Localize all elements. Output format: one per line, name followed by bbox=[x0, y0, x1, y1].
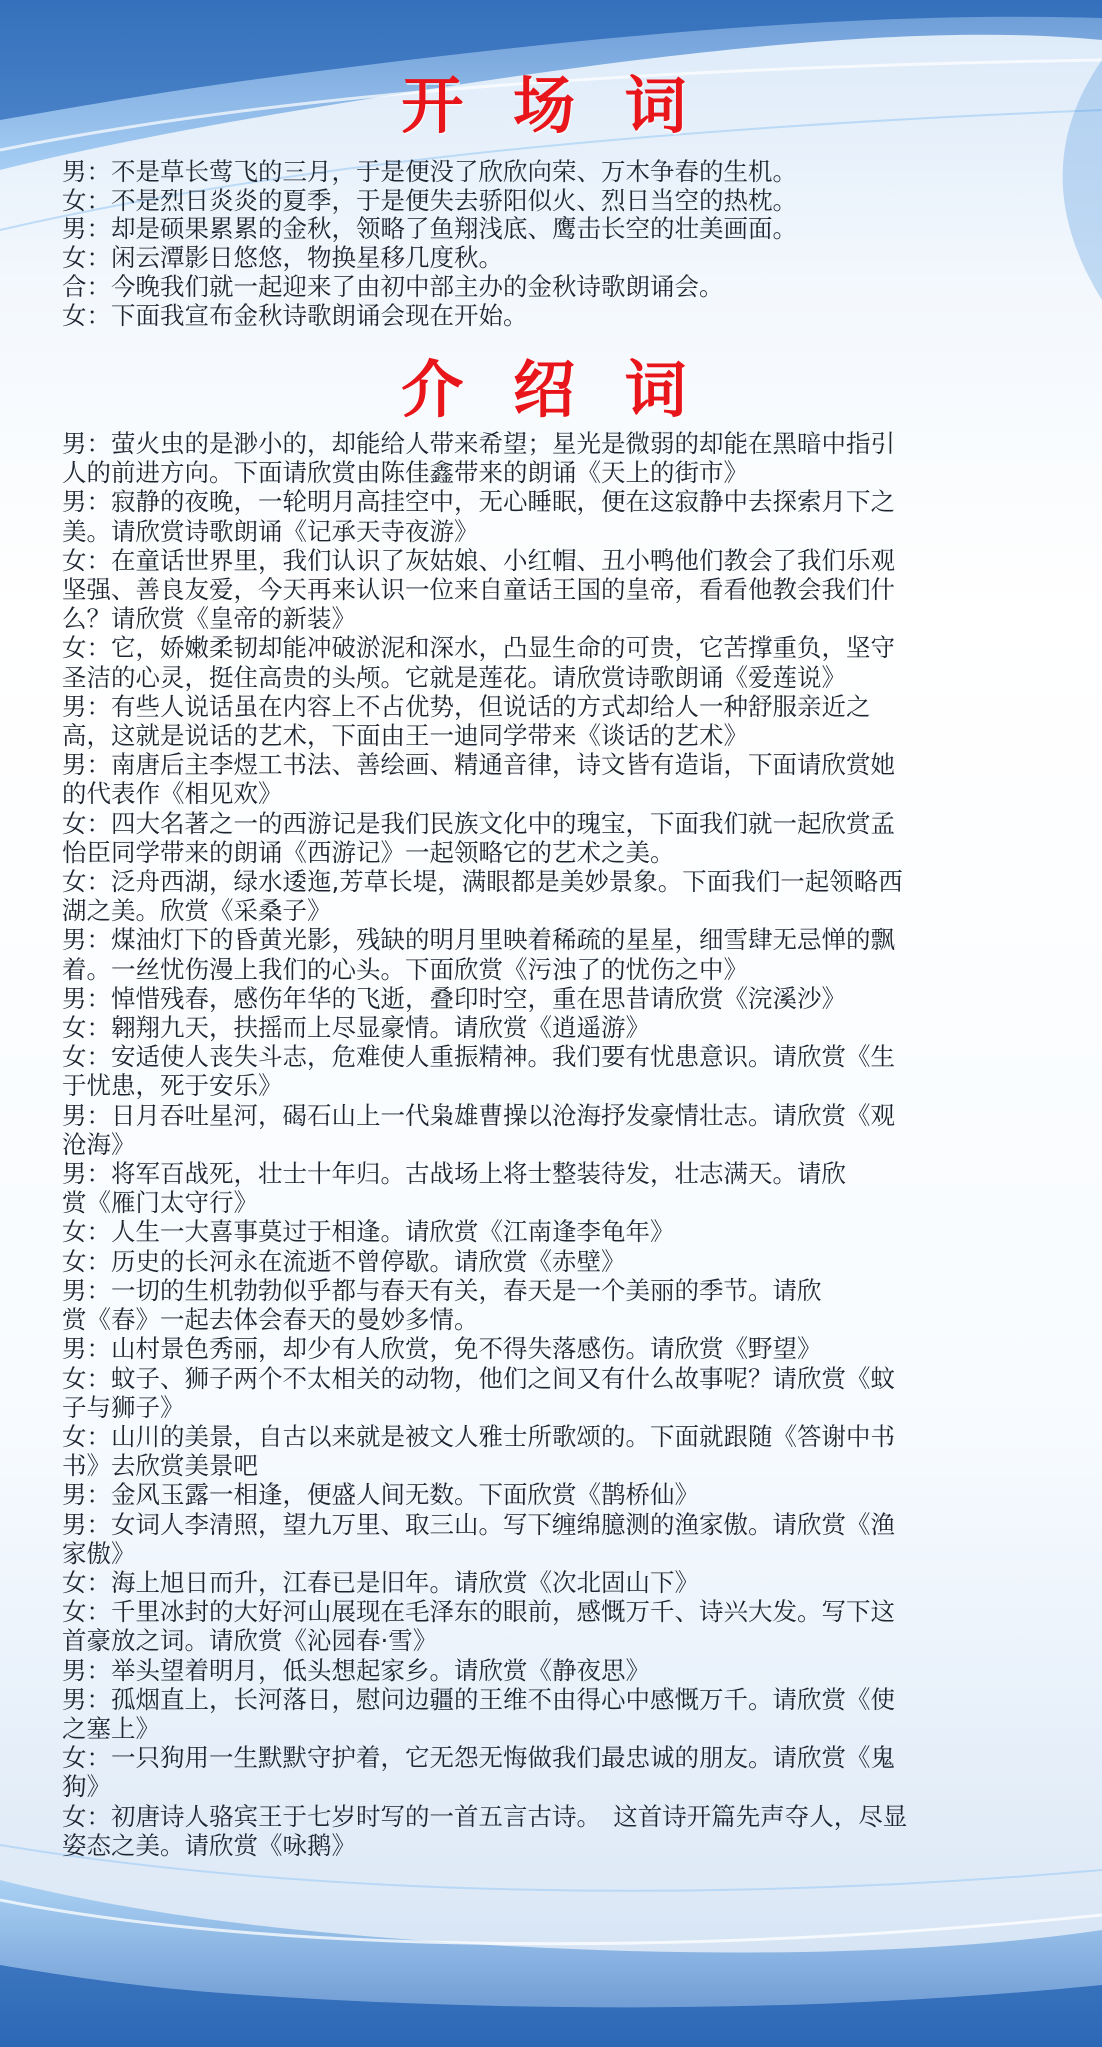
intro-line: 人的前进方向。下面请欣赏由陈佳鑫带来的朗诵《天上的街市》 bbox=[62, 458, 748, 488]
intro-line: 女：海上旭日而升，江春已是旧年。请欣赏《次北固山下》 bbox=[62, 1567, 699, 1597]
intro-line: 男：煤油灯下的昏黄光影，残缺的明月里映着稀疏的星星，细雪肆无忌惮的飘 bbox=[62, 925, 895, 955]
intro-line: 女：蚊子、狮子两个不太相关的动物，他们之间又有什么故事呢？请欣赏《蚊 bbox=[62, 1363, 895, 1393]
opening-title: 开 场 词 bbox=[401, 69, 701, 142]
intro-line: 男：南唐后主李煜工书法、善绘画、精通音律，诗文皆有造诣，下面请欣赏她 bbox=[62, 750, 895, 780]
intro-line: 狗》 bbox=[62, 1772, 111, 1802]
intro-line: 男：将军百战死，壮士十年归。古战场上将士整装待发，壮志满天。请欣 bbox=[62, 1159, 846, 1189]
intro-line: 于忧患，死于安乐》 bbox=[62, 1071, 283, 1101]
intro-line: 女：人生一大喜事莫过于相逢。请欣赏《江南逢李龟年》 bbox=[62, 1217, 675, 1247]
intro-line: 男：女词人李清照，望九万里、取三山。写下缠绵臆测的渔家傲。请欣赏《渔 bbox=[62, 1509, 895, 1539]
intro-line: 女：历史的长河永在流逝不曾停歇。请欣赏《赤壁》 bbox=[62, 1246, 626, 1276]
intro-line: 着。一丝忧伤漫上我们的心头。下面欣赏《污浊了的忧伤之中》 bbox=[62, 954, 748, 984]
intro-line: 坚强、善良友爱，今天再来认识一位来自童话王国的皇帝，看看他教会我们什 bbox=[62, 575, 895, 605]
intro-line: 男：一切的生机勃勃似乎都与春天有关，春天是一个美丽的季节。请欣 bbox=[62, 1275, 822, 1305]
opening-line: 女：不是烈日炎炎的夏季，于是便失去骄阳似火、烈日当空的热枕。 bbox=[62, 185, 797, 215]
opening-line: 女：下面我宣布金秋诗歌朗诵会现在开始。 bbox=[62, 300, 528, 330]
intro-line: 女：翱翔九天，扶摇而上尽显豪情。请欣赏《逍遥游》 bbox=[62, 1013, 650, 1043]
intro-line: 书》去欣赏美景吧 bbox=[62, 1451, 258, 1481]
intro-line: 之塞上》 bbox=[62, 1713, 160, 1743]
intro-line: 湖之美。欣赏《采桑子》 bbox=[62, 896, 332, 926]
intro-line: 女：四大名著之一的西游记是我们民族文化中的瑰宝，下面我们就一起欣赏孟 bbox=[62, 808, 895, 838]
intro-line: 么？请欣赏《皇帝的新装》 bbox=[62, 604, 356, 634]
intro-line: 姿态之美。请欣赏《咏鹅》 bbox=[62, 1830, 356, 1860]
intro-line: 女：它，娇嫩柔韧却能冲破淤泥和深水，凸显生命的可贵，它苦撑重负，坚守 bbox=[62, 633, 895, 663]
intro-line: 男：山村景色秀丽，却少有人欣赏，免不得失落感伤。请欣赏《野望》 bbox=[62, 1334, 822, 1364]
intro-line: 赏《雁门太守行》 bbox=[62, 1188, 258, 1218]
intro-line: 男：寂静的夜晚，一轮明月高挂空中，无心睡眠，便在这寂静中去探索月下之 bbox=[62, 487, 895, 517]
opening-line: 女：闲云潭影日悠悠，物换星移几度秋。 bbox=[62, 243, 503, 273]
intro-line: 男：举头望着明月，低头想起家乡。请欣赏《静夜思》 bbox=[62, 1655, 650, 1685]
intro-line: 女：千里冰封的大好河山展现在毛泽东的眼前，感慨万千、诗兴大发。写下这 bbox=[62, 1597, 895, 1627]
intro-line: 家傲》 bbox=[62, 1538, 136, 1568]
intro-line: 女：一只狗用一生默默守护着，它无怨无悔做我们最忠诚的朋友。请欣赏《鬼 bbox=[62, 1743, 895, 1773]
intro-line: 男：悼惜残春，感伤年华的飞逝，叠印时空，重在思昔请欣赏《浣溪沙》 bbox=[62, 983, 846, 1013]
intro-line: 男：有些人说话虽在内容上不占优势，但说话的方式却给人一种舒服亲近之 bbox=[62, 691, 871, 721]
intro-line: 男：金风玉露一相逢，便盛人间无数。下面欣赏《鹊桥仙》 bbox=[62, 1480, 699, 1510]
opening-line: 男：却是硕果累累的金秋，领略了鱼翔浅底、鹰击长空的壮美画面。 bbox=[62, 214, 797, 244]
intro-line: 男：日月吞吐星河，碣石山上一代枭雄曹操以沧海抒发豪情壮志。请欣赏《观 bbox=[62, 1100, 895, 1130]
intro-line: 赏《春》一起去体会春天的曼妙多情。 bbox=[62, 1305, 479, 1335]
intro-line: 首豪放之词。请欣赏《沁园春·雪》 bbox=[62, 1626, 438, 1656]
opening-line: 合：今晚我们就一起迎来了由初中部主办的金秋诗歌朗诵会。 bbox=[62, 271, 724, 301]
intro-line: 男：孤烟直上，长河落日，慰问边疆的王维不由得心中感慨万千。请欣赏《使 bbox=[62, 1684, 895, 1714]
intro-line: 沧海》 bbox=[62, 1129, 136, 1159]
intro-line: 怡臣同学带来的朗诵《西游记》一起领略它的艺术之美。 bbox=[62, 837, 675, 867]
intro-line: 女：安适使人丧失斗志，危难使人重振精神。我们要有忧患意识。请欣赏《生 bbox=[62, 1042, 895, 1072]
opening-lines bbox=[62, 158, 1047, 330]
intro-line: 高，这就是说话的艺术，下面由王一迪同学带来《谈话的艺术》 bbox=[62, 721, 748, 751]
intro-line: 女：泛舟西湖，绿水逶迤,芳草长堤，满眼都是美妙景象。下面我们一起领略西 bbox=[62, 867, 903, 897]
intro-lines bbox=[62, 429, 1047, 1860]
intro-title: 介 绍 词 bbox=[401, 353, 701, 426]
intro-line: 的代表作《相见欢》 bbox=[62, 779, 283, 809]
intro-line: 女：初唐诗人骆宾王于七岁时写的一首五言古诗。 这首诗开篇先声夺人，尽显 bbox=[62, 1801, 908, 1831]
intro-line: 男：萤火虫的是渺小的，却能给人带来希望；星光是微弱的却能在黑暗中指引 bbox=[62, 429, 895, 458]
intro-line: 子与狮子》 bbox=[62, 1392, 185, 1422]
intro-line: 美。请欣赏诗歌朗诵《记承天寺夜游》 bbox=[62, 516, 479, 546]
intro-line: 圣洁的心灵，挺住高贵的头颅。它就是莲花。请欣赏诗歌朗诵《爱莲说》 bbox=[62, 662, 846, 692]
intro-line: 女：山川的美景，自古以来就是被文人雅士所歌颂的。下面就跟随《答谢中书 bbox=[62, 1421, 895, 1451]
intro-line: 女：在童话世界里，我们认识了灰姑娘、小红帽、丑小鸭他们教会了我们乐观 bbox=[62, 545, 895, 575]
opening-line: 男：不是草长莺飞的三月，于是便没了欣欣向荣、万木争春的生机。 bbox=[62, 157, 797, 186]
